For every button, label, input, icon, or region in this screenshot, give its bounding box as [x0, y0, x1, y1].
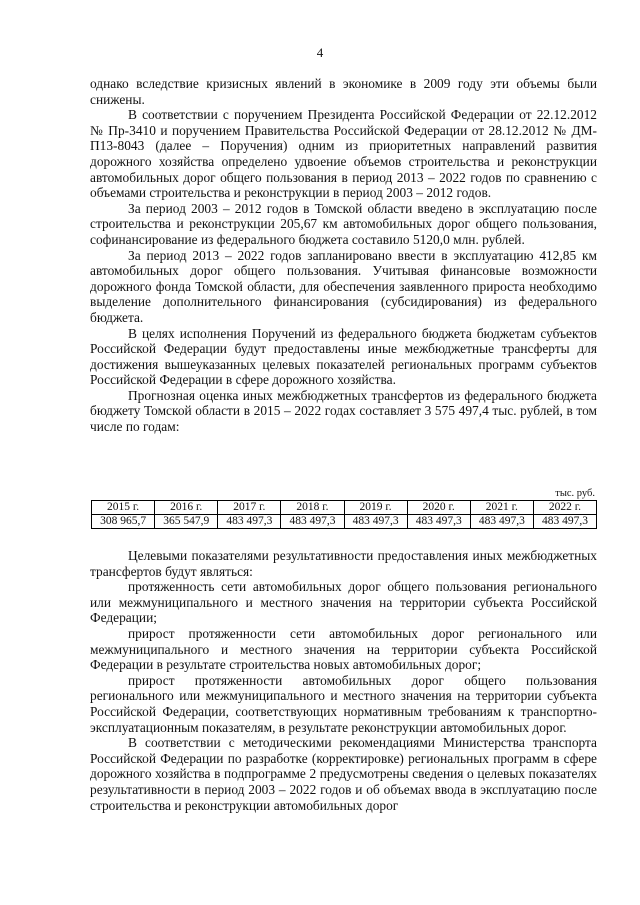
- body-text-bottom: [90, 548, 597, 813]
- value-cell: 483 497,3: [344, 515, 407, 529]
- paragraph: За период 2003 – 2012 годов в Томской области введено в эксплуатацию после строительства и реконструкции 205,67 км автомобильных дорог общего пользования, софинансирование из федерального бюджета составило 5120,0 млн. рублей.: [90, 200, 597, 247]
- table-unit-label: тыс. руб.: [555, 488, 595, 499]
- paragraph: прирост протяженности сети автомобильных дорог регионального или межмуниципального и местного значения на территории субъекта Российской Федерации в результате строительства новых автомобильных дорог;: [90, 625, 597, 673]
- paragraph: Прогнозная оценка иных межбюджетных трансфертов из федерального бюджета бюджету Томской области в 2015 – 2022 годах составляет 3 575 497,4 тыс. рублей, в том числе по годам:: [90, 387, 597, 435]
- table-row: [92, 515, 597, 529]
- value-cell: 483 497,3: [281, 515, 344, 529]
- year-header-cell: 2022 г.: [533, 501, 596, 515]
- value-cell: 483 497,3: [470, 515, 533, 529]
- paragraph: За период 2013 – 2022 годов запланировано ввести в эксплуатацию 412,85 км автомобильных дорог общего пользования. Учитывая финансовые возможности дорожного фонда Томской области, для обеспечения заявленного прироста необходимо выделение дополнительного финансирования (субсидирования) из федерального бюджета.: [90, 247, 597, 325]
- transfers-table-block: [91, 488, 597, 529]
- value-cell: 308 965,7: [92, 515, 155, 529]
- paragraph: В соответствии с поручением Президента Российской Федерации от 22.12.2012 № Пр-3410 и поручением Правительства Российской Федерации от 28.12.2012 № ДМ-П13-8043 (далее – Поручения) одним из приоритетных направлений развития дорожного хозяйства определено удвоение объемов строительства и реконструкции автомобильных дорог общего пользования в период 2013 – 2022 годов по сравнению с объемами строительства и реконструкции в период 2003 – 2012 годов.: [90, 107, 597, 201]
- paragraph: прирост протяженности автомобильных дорог общего пользования регионального или межмуниципального и местного значения на территории субъекта Российской Федерации, соответствующих нормативным требованиям к транспортно-эксплуатационным показателям, в результате реконструкции автомобильных дорог.: [90, 672, 597, 735]
- value-cell: 483 497,3: [533, 515, 596, 529]
- year-header-cell: 2017 г.: [218, 501, 281, 515]
- year-header-cell: 2021 г.: [470, 501, 533, 515]
- year-header-cell: 2016 г.: [155, 501, 218, 515]
- paragraph: В целях исполнения Поручений из федерального бюджета бюджетам субъектов Российской Федерации будут предоставлены иные межбюджетные трансферты для достижения вышеуказанных целевых показателей региональных программ субъектов Российской Федерации в сфере дорожного хозяйства.: [90, 325, 597, 388]
- value-cell: 365 547,9: [155, 515, 218, 529]
- value-cell: 483 497,3: [407, 515, 470, 529]
- year-header-cell: 2019 г.: [344, 501, 407, 515]
- body-text-top: [90, 76, 597, 435]
- paragraph: однако вследствие кризисных явлений в экономике в 2009 году эти объемы были снижены.: [90, 76, 597, 107]
- value-cell: 483 497,3: [218, 515, 281, 529]
- year-header-cell: 2018 г.: [281, 501, 344, 515]
- page-number: 4: [316, 45, 324, 60]
- transfers-by-year-table: [91, 500, 597, 529]
- paragraph: В соответствии с методическими рекомендациями Министерства транспорта Российской Федерации по разработке (корректировке) региональных программ в сфере дорожного хозяйства в подпрограмме 2 предусмотрены сведения о целевых показателях результативности в период 2003 – 2022 годов и об объемах ввода в эксплуатацию после строительства и реконструкции автомобильных дорог: [90, 735, 597, 813]
- year-header-cell: 2020 г.: [407, 501, 470, 515]
- paragraph: Целевыми показателями результативности предоставления иных межбюджетных трансфертов будут являться:: [90, 548, 597, 579]
- table-header-row: [92, 501, 597, 515]
- paragraph: протяженность сети автомобильных дорог общего пользования регионального или межмуниципального и местного значения на территории субъекта Российской Федерации;: [90, 579, 597, 626]
- year-header-cell: 2015 г.: [92, 501, 155, 515]
